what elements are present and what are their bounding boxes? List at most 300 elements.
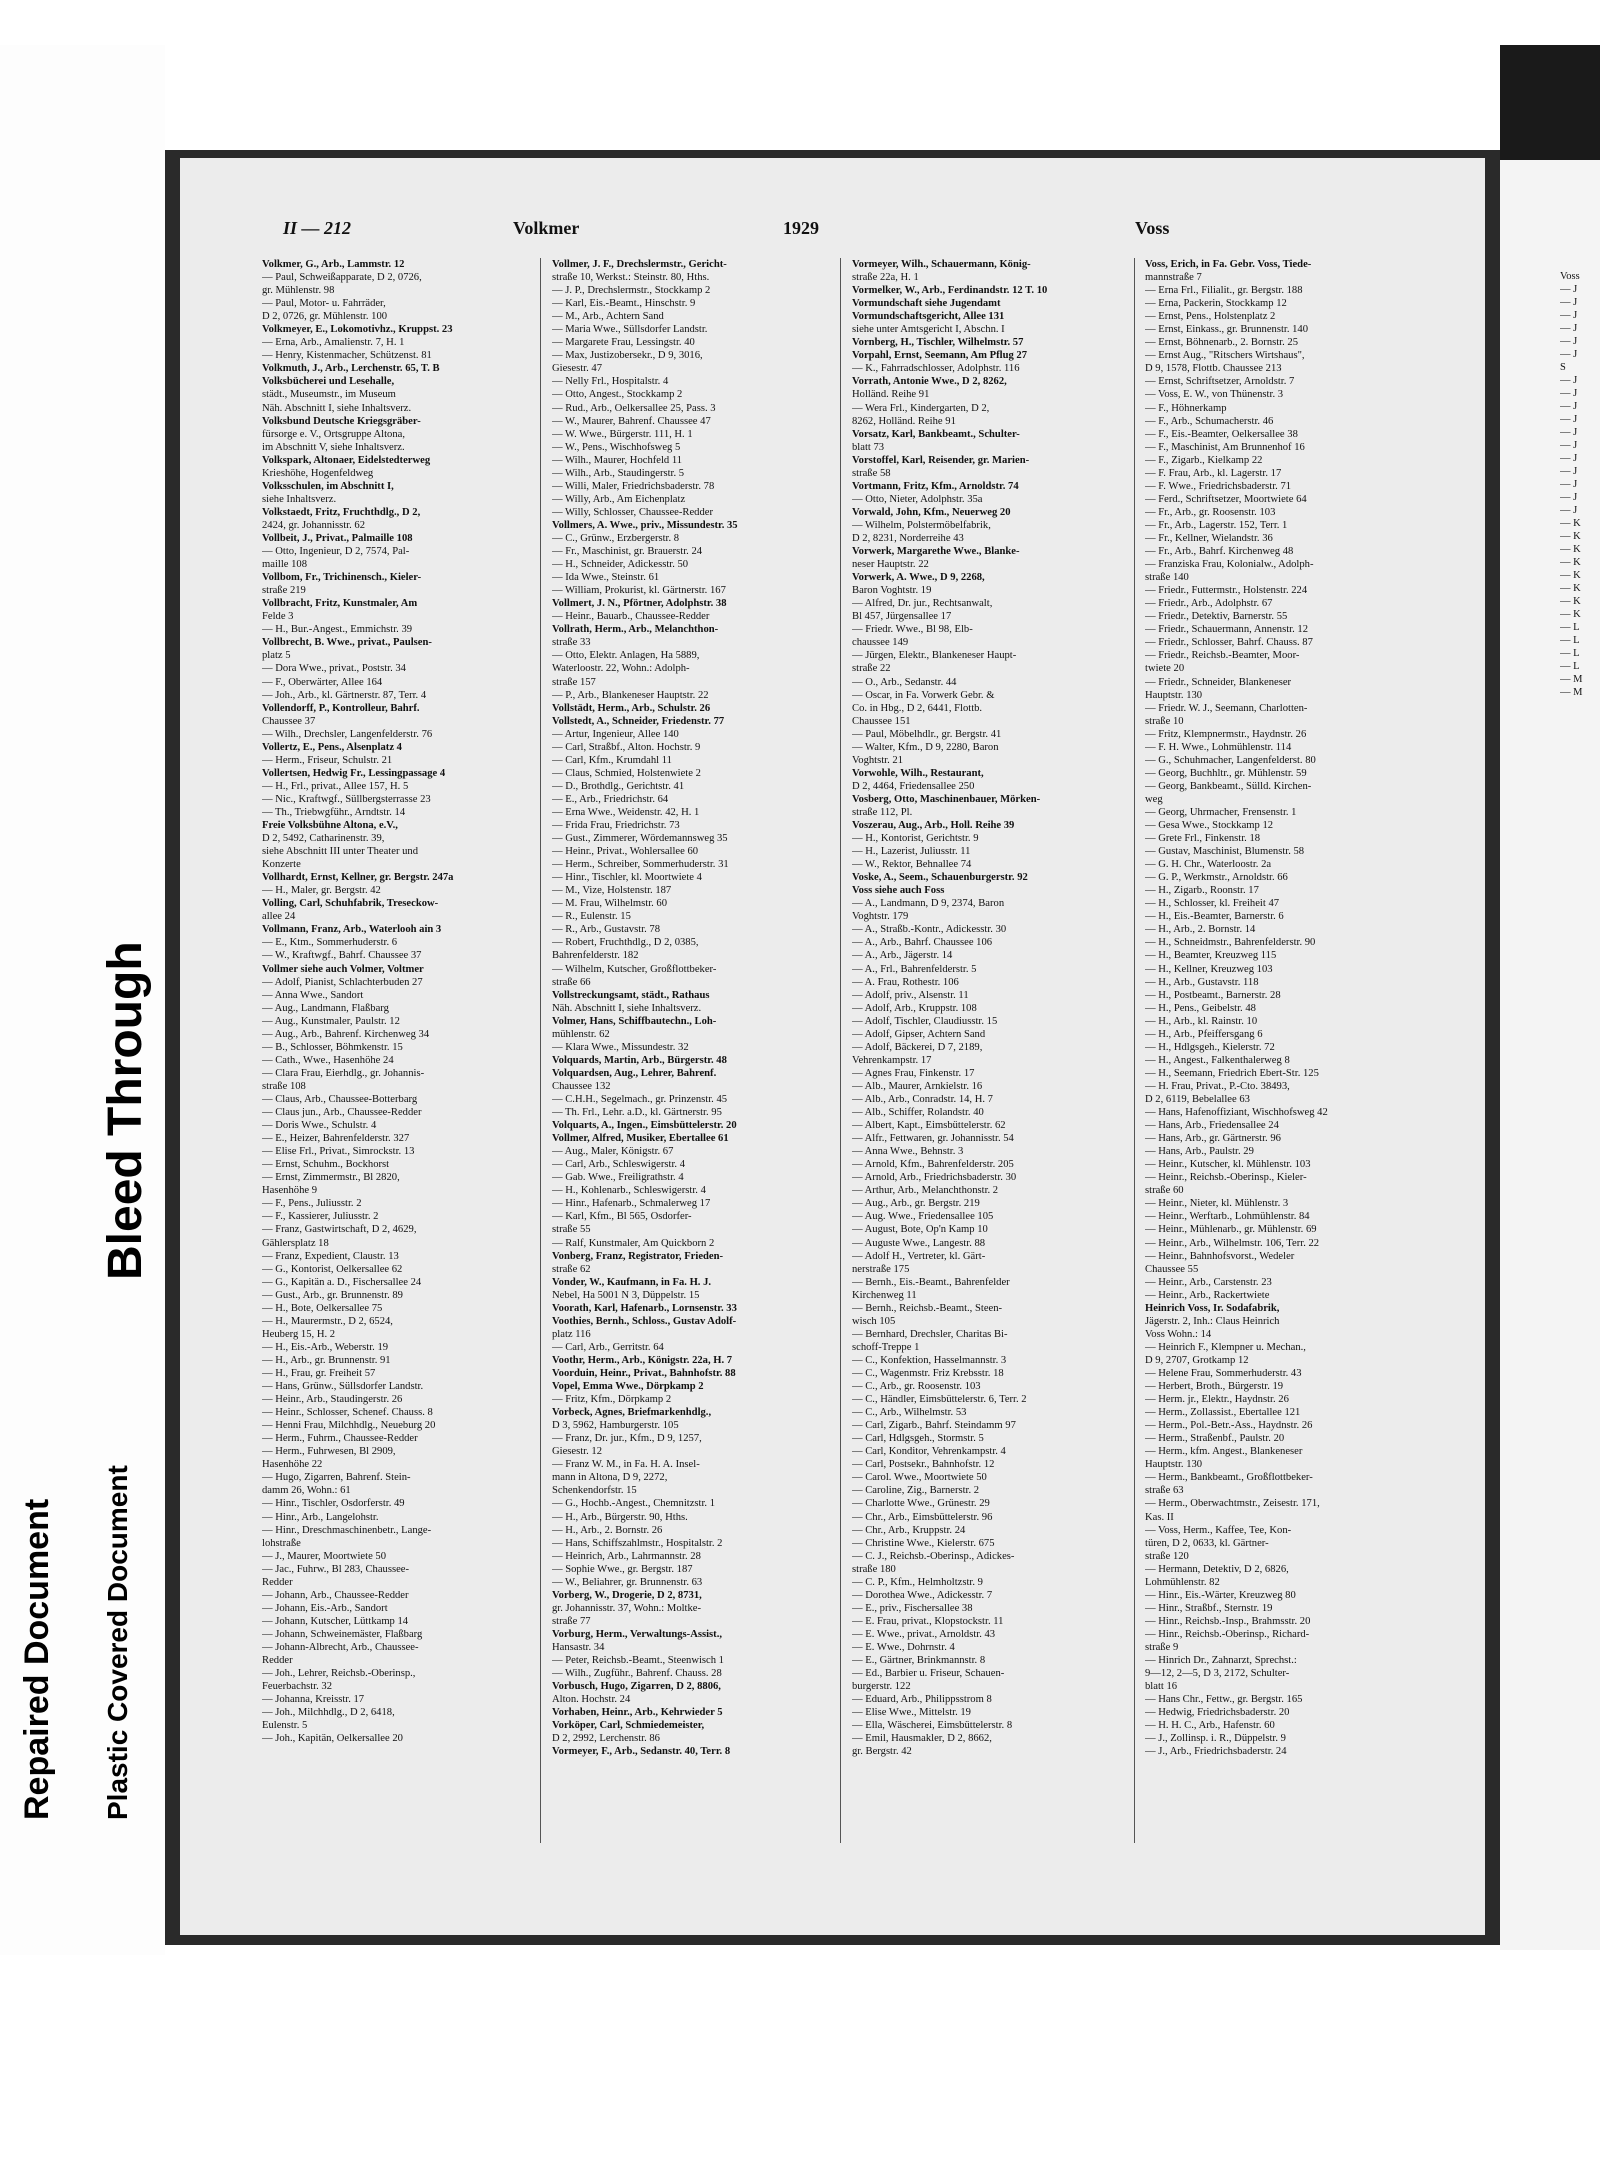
directory-entry: — Herm. jr., Elektr., Haydnstr. 26	[1145, 1394, 1289, 1406]
directory-entry: — Peter, Reichsb.-Beamt., Steenwisch 1	[552, 1655, 724, 1667]
directory-entry: — Johann, Arb., Chaussee-Redder	[262, 1589, 409, 1601]
adjacent-page-entry: — K	[1560, 570, 1581, 581]
directory-entry: — J., Zollinsp. i. R., Düppelstr. 9	[1145, 1733, 1286, 1745]
directory-entry: Volksschulen, im Abschnitt I,	[262, 480, 394, 492]
directory-entry: — Heinr., Schlosser, Schenef. Chauss. 8	[262, 1407, 433, 1419]
directory-entry: Hasenhöhe 22	[262, 1459, 323, 1471]
directory-entry: — Anna Wwe., Behnstr. 3	[852, 1146, 964, 1158]
directory-entry: Vorbusch, Hugo, Zigarren, D 2, 8806,	[552, 1681, 721, 1693]
directory-entry: Vollhardt, Ernst, Kellner, gr. Bergstr. 247a	[262, 872, 454, 884]
adjacent-page-entry: — J	[1560, 453, 1578, 464]
directory-entry: siehe unter Amtsgericht I, Abschn. I	[852, 324, 1005, 336]
directory-entry: — Adolf, Arb., Kruppstr. 108	[852, 1002, 977, 1014]
directory-entry: — K., Fahrradschlosser, Adolphstr. 116	[852, 363, 1020, 375]
directory-entry: — Hinr., Tischler, Osdorferstr. 49	[262, 1498, 405, 1510]
directory-entry: — E. Wwe., Dohrnstr. 4	[852, 1641, 955, 1653]
directory-entry: — Hinr., Hafenarb., Schmalerweg 17	[552, 1198, 711, 1210]
adjacent-page-entry: — J	[1560, 427, 1578, 438]
directory-entry: — H., Pens., Geibelstr. 48	[1145, 1002, 1256, 1014]
directory-entry: Heinrich Voss, Ir. Sodafabrik,	[1145, 1302, 1280, 1314]
directory-entry: — W., Pens., Wischhofsweg 5	[552, 441, 681, 453]
directory-entry: — Johann, Kutscher, Lüttkamp 14	[262, 1615, 409, 1627]
directory-entry: Hauptstr. 130	[1145, 689, 1203, 701]
directory-entry: — Hinr., Eis.-Wärter, Kreuzweg 80	[1145, 1589, 1296, 1601]
directory-entry: — E. Frau, privat., Klopstockstr. 11	[852, 1615, 1004, 1627]
directory-entry: — Heinr., Mühlenarb., gr. Mühlenstr. 69	[1145, 1224, 1317, 1236]
directory-entry: — H., Arb., Gustavstr. 118	[1145, 976, 1259, 988]
directory-entry: — E., priv., Fischersallee 38	[852, 1602, 973, 1614]
directory-entry: — Dora Wwe., privat., Poststr. 34	[262, 663, 406, 675]
directory-entry: — F., Zigarb., Kielkamp 22	[1145, 454, 1263, 466]
directory-entry: — Friedr., Arb., Adolphstr. 67	[1145, 598, 1273, 610]
directory-entry: Vosberg, Otto, Maschinenbauer, Mörken-	[852, 793, 1041, 805]
directory-entry: — Alfred, Dr. jur., Rechtsanwalt,	[852, 598, 993, 610]
directory-entry: — Hinr., Reichsb.-Insp., Brahmsstr. 20	[1145, 1615, 1311, 1627]
directory-entry: Eulenstr. 5	[262, 1720, 308, 1732]
directory-entry: — Walter, Kfm., D 9, 2280, Baron	[852, 741, 999, 753]
directory-entry: — Alfr., Fettwaren, gr. Johannisstr. 54	[852, 1133, 1014, 1145]
directory-entry: D 2, 4464, Friedensallee 250	[852, 780, 975, 792]
directory-entry: fürsorge e. V., Ortsgruppe Altona,	[262, 428, 405, 440]
adjacent-page-entry: — J	[1560, 297, 1578, 308]
directory-entry: — Eduard, Arb., Philippsstrom 8	[852, 1694, 992, 1706]
directory-entry: — H., Bur.-Angest., Emmichstr. 39	[262, 624, 413, 636]
directory-entry: — C., Arb., gr. Roosenstr. 103	[852, 1381, 981, 1393]
directory-entry: — A., Landmann, D 9, 2374, Baron	[852, 898, 1005, 910]
directory-entry: — Friedr., Schlosser, Bahrf. Chauss. 87	[1145, 637, 1313, 649]
directory-entry: — Alb., Maurer, Arnkielstr. 16	[852, 1080, 983, 1092]
directory-entry: D 9, 2707, Grotkamp 12	[1145, 1354, 1249, 1366]
directory-entry: — F. H. Wwe., Lohmühlenstr. 114	[1145, 741, 1292, 753]
directory-entry: — P., Arb., Blankeneser Hauptstr. 22	[552, 689, 709, 701]
directory-entry: straße 58	[852, 467, 891, 479]
directory-entry: — Herm., Schreiber, Sommerhuderstr. 31	[552, 859, 729, 871]
directory-entry: — Auguste Wwe., Langestr. 88	[852, 1237, 986, 1249]
directory-entry: — Adolf H., Vertreter, kl. Gärt-	[852, 1250, 986, 1262]
adjacent-page-entry: — K	[1560, 557, 1581, 568]
directory-entry: gr. Johannisstr. 37, Wohn.: Moltke-	[552, 1602, 702, 1614]
directory-entry: — C., Wagenmstr. Friz Krebsstr. 18	[852, 1367, 1004, 1379]
directory-entry: — Johann, Eis.-Arb., Sandort	[262, 1602, 388, 1614]
directory-entry: — Grete Frl., Finkenstr. 18	[1145, 833, 1261, 845]
directory-entry: — Heinr., Privat., Wohlersallee 60	[552, 846, 699, 858]
directory-entry: — J., Arb., Friedrichsbaderstr. 24	[1145, 1746, 1287, 1758]
directory-entry: — Hinr., Reichsb.-Oberinsp., Richard-	[1145, 1628, 1310, 1640]
directory-entry: straße 108	[262, 1080, 306, 1092]
directory-entry: — Paul, Schweißapparate, D 2, 0726,	[262, 272, 422, 284]
directory-entry: straße 33	[552, 637, 591, 649]
directory-entry: — Heinr., Arb., Carstenstr. 23	[1145, 1276, 1272, 1288]
directory-entry: — G., Kapitän a. D., Fischersallee 24	[262, 1276, 422, 1288]
directory-entry: Volkmeyer, E., Lokomotivhz., Kruppst. 23	[262, 324, 453, 336]
directory-entry: straße 63	[1145, 1485, 1184, 1497]
adjacent-page-entry: — J	[1560, 466, 1578, 477]
directory-entry: — Wilh., Arb., Staudingerstr. 5	[552, 467, 685, 479]
directory-entry: — Aug., Landmann, Flaßbarg	[262, 1002, 389, 1014]
directory-entry: — Dorothea Wwe., Adickesstr. 7	[852, 1589, 993, 1601]
directory-entry: Felde 3	[262, 611, 294, 623]
directory-entry: — H., Angest., Falkenthalerweg 8	[1145, 1054, 1290, 1066]
directory-entry: — Arnold, Arb., Friedrichsbaderstr. 30	[852, 1172, 1017, 1184]
directory-entry: Volquards, Martin, Arb., Bürgerstr. 48	[552, 1054, 727, 1066]
directory-entry: — Hinr., Straßbf., Sternstr. 19	[1145, 1602, 1273, 1614]
directory-entry: — H. H. C., Arb., Hafenstr. 60	[1145, 1720, 1275, 1732]
directory-entry: — Carl, Zigarb., Bahrf. Steindamm 97	[852, 1420, 1016, 1432]
directory-entry: — Voss, E. W., von Thünenstr. 3	[1145, 389, 1284, 401]
directory-entry: Vormundschaftsgericht, Allee 131	[852, 311, 1005, 323]
directory-entry: weg	[1145, 793, 1163, 805]
directory-entry: Hansastr. 34	[552, 1641, 605, 1653]
directory-entry: — Heinr., Reichsb.-Oberinsp., Kieler-	[1145, 1172, 1307, 1184]
directory-entry: — Hans, Schiffszahlmstr., Hospitalstr. 2	[552, 1537, 723, 1549]
directory-entry: twiete 20	[1145, 663, 1185, 675]
directory-entry: — Heinr., Bauarb., Chaussee-Redder	[552, 611, 710, 623]
directory-entry: Vollstreckungsamt, städt., Rathaus	[552, 989, 710, 1001]
directory-entry: — Willi, Maler, Friedrichsbaderstr. 78	[552, 480, 715, 492]
directory-entry: — Hermann, Detektiv, D 2, 6826,	[1145, 1563, 1289, 1575]
directory-entry: — Gab. Wwe., Freiligrathstr. 4	[552, 1172, 684, 1184]
directory-entry: Chaussee 37	[262, 715, 316, 727]
directory-entry: — H., Lazerist, Juliusstr. 11	[852, 846, 971, 858]
directory-entry: — Wera Frl., Kindergarten, D 2,	[852, 402, 990, 414]
directory-entry: — Ralf, Kunstmaler, Am Quickborn 2	[552, 1237, 715, 1249]
directory-entry: — Herbert, Broth., Bürgerstr. 19	[1145, 1381, 1284, 1393]
directory-entry: — Oscar, in Fa. Vorwerk Gebr. &	[852, 689, 995, 701]
right-keyword: Voss	[1135, 218, 1170, 238]
directory-entry: Vormundschaft siehe Jugendamt	[852, 298, 1001, 310]
directory-entry: D 2, 8231, Norderreihe 43	[852, 532, 964, 544]
directory-entry: Vollmer siehe auch Volmer, Voltmer	[262, 963, 424, 975]
directory-entry: — Alb., Schiffer, Rolandstr. 40	[852, 1107, 984, 1119]
directory-entry: — H., Postbeamt., Barnerstr. 28	[1145, 989, 1281, 1001]
directory-entry: — Artur, Ingenieur, Allee 140	[552, 728, 679, 740]
directory-entry: burgerstr. 122	[852, 1681, 911, 1693]
directory-entry: Vorstoffel, Karl, Reisender, gr. Marien-	[852, 454, 1030, 466]
directory-entry: — R., Eulenstr. 15	[552, 911, 631, 923]
directory-entry: — Herm., Zollassist., Ebertallee 121	[1145, 1407, 1301, 1419]
directory-entry: Giesestr. 47	[552, 363, 603, 375]
directory-entry: — Heinrich F., Klempner u. Mechan.,	[1145, 1341, 1306, 1353]
directory-entry: — Carl, Arb., Schleswigerstr. 4	[552, 1159, 685, 1171]
directory-entry: — F., Pens., Juliusstr. 2	[262, 1198, 362, 1210]
directory-entry: Kirchenweg 11	[852, 1289, 917, 1301]
directory-entry: Vollmers, A. Wwe., priv., Missundestr. 35	[552, 519, 738, 531]
directory-entry: — Fritz, Kfm., Dörpkamp 2	[552, 1394, 672, 1406]
directory-entry: Voss Wohn.: 14	[1145, 1328, 1212, 1340]
directory-entry: Bl 457, Jürgensallee 17	[852, 611, 952, 623]
directory-entry: Jägerstr. 2, Inh.: Claus Heinrich	[1145, 1315, 1280, 1327]
directory-entry: — Carol. Wwe., Moortwiete 50	[852, 1472, 987, 1484]
directory-entry: Waterloostr. 22, Wohn.: Adolph-	[552, 663, 690, 675]
directory-entry: Vollbrecht, B. Wwe., privat., Paulsen-	[262, 637, 432, 649]
directory-entry: — Ernst, Schuhm., Bockhorst	[262, 1159, 390, 1171]
directory-entry: siehe Abschnitt III unter Theater und	[262, 846, 419, 858]
directory-entry: — Ella, Wäscherei, Eimsbüttelerstr. 8	[852, 1720, 1013, 1732]
directory-entry: — Friedr., Detektiv, Barnerstr. 55	[1145, 611, 1288, 623]
directory-entry: — H., Beamter, Kreuzweg 115	[1145, 950, 1277, 962]
directory-entry: Heuberg 15, H. 2	[262, 1328, 336, 1340]
directory-entry: Vorsatz, Karl, Bankbeamt., Schulter-	[852, 428, 1020, 440]
directory-entry: — Bernhard, Drechsler, Charitas Bi-	[852, 1328, 1008, 1340]
directory-entry: Vollbracht, Fritz, Kunstmaler, Am	[262, 598, 418, 610]
directory-entry: — Hinr., Arb., Langelohstr.	[262, 1511, 379, 1523]
directory-entry: — Paul, Motor- u. Fahrräder,	[262, 298, 386, 310]
directory-entry: — Frida Frau, Friedrichstr. 73	[552, 820, 680, 832]
directory-entry: Vorberg, W., Drogerie, D 2, 8731,	[552, 1589, 702, 1601]
adjacent-page-entry: — J	[1560, 440, 1578, 451]
directory-entry: — Bernh., Reichsb.-Beamt., Steen-	[852, 1302, 1003, 1314]
directory-entry: — W. Wwe., Bürgerstr. 111, H. 1	[552, 428, 693, 440]
directory-entry: — B., Schlosser, Böhmkenstr. 15	[262, 1041, 403, 1053]
directory-entry: — Aug., Kunstmaler, Paulstr. 12	[262, 1015, 400, 1027]
directory-entry: — Gustav, Maschinist, Blumenstr. 58	[1145, 846, 1305, 858]
directory-entry: platz 5	[262, 650, 291, 662]
directory-entry: Vonder, W., Kaufmann, in Fa. H. J.	[552, 1276, 712, 1288]
directory-entry: straße 22	[852, 663, 891, 675]
directory-entry: — Gust., Arb., gr. Brunnenstr. 89	[262, 1289, 403, 1301]
column-3	[852, 258, 1117, 1843]
directory-entry: — Henry, Kistenmacher, Schützenst. 81	[262, 350, 432, 362]
directory-entry: Holländ. Reihe 91	[852, 389, 930, 401]
directory-entry: Krieshöhe, Hogenfeldweg	[262, 467, 374, 479]
directory-entry: Chaussee 151	[852, 715, 911, 727]
directory-entry: — Albert, Kapt., Eimsbüttelerstr. 62	[852, 1120, 1006, 1132]
directory-entry: — Hans, Arb., Paulstr. 29	[1145, 1146, 1254, 1158]
adjacent-page-entry: — J	[1560, 375, 1578, 386]
directory-entry: — Jac., Fuhrw., Bl 283, Chaussee-	[262, 1563, 410, 1575]
directory-entry: Freie Volksbühne Altona, e.V.,	[262, 820, 398, 832]
directory-entry: — Hans, Hafenoffiziant, Wischhofsweg 42	[1145, 1107, 1328, 1119]
directory-entry: straße 140	[1145, 572, 1189, 584]
directory-entry: — Christine Wwe., Kielerstr. 675	[852, 1537, 995, 1549]
directory-entry: wisch 105	[852, 1315, 896, 1327]
directory-entry: Vorköper, Carl, Schmiedemeister,	[552, 1720, 705, 1732]
directory-entry: — H., Kontorist, Gerichtstr. 9	[852, 833, 979, 845]
directory-entry: — Cath., Wwe., Hasenhöhe 24	[262, 1054, 394, 1066]
directory-entry: — Chr., Arb., Kruppstr. 24	[852, 1524, 966, 1536]
directory-entry: — Heinr., Bahnhofsvorst., Wedeler	[1145, 1250, 1295, 1262]
adjacent-page-entry: — M	[1560, 674, 1583, 685]
directory-entry: Vonberg, Franz, Registrator, Frieden-	[552, 1250, 724, 1262]
directory-entry: Nebel, Ha 5001 N 3, Düppelstr. 15	[552, 1289, 700, 1301]
directory-entry: — Elise Frl., Privat., Simrockstr. 13	[262, 1146, 415, 1158]
directory-entry: Volkmer, G., Arb., Lammstr. 12	[262, 259, 405, 270]
directory-entry: — Ernst Aug., "Ritschers Wirtshaus",	[1145, 350, 1305, 362]
directory-entry: — Georg, Bankbeamt., Sülld. Kirchen-	[1145, 780, 1312, 792]
directory-entry: — H., Maurermstr., D 2, 6524,	[262, 1315, 393, 1327]
directory-entry: — Hinrich Dr., Zahnarzt, Sprechst.:	[1145, 1655, 1297, 1667]
directory-entry: D 2, 2992, Lerchenstr. 86	[552, 1733, 660, 1745]
directory-entry: — Clara Frau, Eierhdlg., gr. Johannis-	[262, 1067, 425, 1079]
directory-entry: Vollertz, E., Pens., Alsenplatz 4	[262, 741, 402, 753]
directory-entry: — Heinr., Arb., Rackertwiete	[1145, 1289, 1270, 1301]
directory-entry: Vormeyer, Wilh., Schauermann, König-	[852, 259, 1031, 270]
directory-entry: — H., Frl., privat., Allee 157, H. 5	[262, 780, 409, 792]
repaired-document-label: Repaired Document	[18, 1498, 56, 1820]
directory-entry: — Anna Wwe., Sandort	[262, 989, 364, 1001]
directory-entry: — A. Frau, Rothestr. 106	[852, 976, 959, 988]
directory-entry: — Carl, Hdlgsgeh., Stormstr. 5	[852, 1433, 984, 1445]
scan-bottom-margin	[0, 1955, 1600, 2177]
directory-entry: — Johann-Albrecht, Arb., Chaussee-	[262, 1641, 419, 1653]
directory-entry: — Carl, Straßbf., Alton. Hochstr. 9	[552, 741, 701, 753]
directory-entry: — Klara Wwe., Missundestr. 32	[552, 1041, 689, 1053]
directory-entry: straße 180	[852, 1563, 896, 1575]
directory-entry: — A., Arb., Jägerstr. 14	[852, 950, 953, 962]
directory-entry: — Wilhelm, Polstermöbelfabrik,	[852, 519, 991, 531]
directory-entry: — Ida Wwe., Steinstr. 61	[552, 572, 660, 584]
directory-entry: — Heinrich, Arb., Lahrmannstr. 28	[552, 1550, 701, 1562]
directory-entry: — Hans, Grünw., Süllsdorfer Landstr.	[262, 1381, 424, 1393]
directory-entry: straße 22a, H. 1	[852, 272, 919, 284]
directory-entry: Vorwerk, Margarethe Wwe., Blanke-	[852, 546, 1020, 558]
directory-entry: — E., Ktm., Sommerhuderstr. 6	[262, 937, 398, 949]
directory-entry: — Th., Triebwgführ., Arndtstr. 14	[262, 806, 406, 818]
directory-entry: — Aug., Arb., Bahrenf. Kirchenweg 34	[262, 1028, 430, 1040]
directory-entry: Volmer, Hans, Schiffbautechn., Loh-	[552, 1015, 717, 1027]
adjacent-page-entry: — K	[1560, 596, 1581, 607]
directory-entry: — Heinr., Werftarb., Lohmühlenstr. 84	[1145, 1211, 1310, 1223]
directory-entry: — R., Arb., Gustavstr. 78	[552, 924, 661, 936]
adjacent-page-entry: — L	[1560, 635, 1580, 646]
page-header	[283, 218, 1338, 248]
directory-entry: — M. Frau, Wilhelmstr. 60	[552, 898, 668, 910]
scan-top-margin	[0, 0, 1600, 45]
directory-entry: — Friedr., Futtermstr., Holstenstr. 224	[1145, 585, 1308, 597]
adjacent-page-entry: — K	[1560, 583, 1581, 594]
directory-entry: — Franz, Expedient, Claustr. 13	[262, 1250, 399, 1262]
directory-entry: — Nic., Kraftwgf., Süllbergsterrasse 23	[262, 793, 431, 805]
directory-entry: Vollmert, J. N., Pförtner, Adolphstr. 38	[552, 598, 727, 610]
directory-entry: Volling, Carl, Schuhfabrik, Treseckow-	[262, 898, 439, 910]
directory-entry: — Fr., Arb., gr. Roosenstr. 103	[1145, 506, 1276, 518]
directory-entry: Voss siehe auch Foss	[852, 885, 945, 897]
directory-entry: — Franziska Frau, Kolonialw., Adolph-	[1145, 559, 1314, 571]
directory-entry: — E., Heizer, Bahrenfelderstr. 327	[262, 1133, 410, 1145]
adjacent-page-entry: S	[1560, 362, 1566, 373]
adjacent-page-entry: — L	[1560, 661, 1580, 672]
directory-entry: — Hugo, Zigarren, Bahrenf. Stein-	[262, 1472, 411, 1484]
directory-entry: — H., Arb., gr. Brunnenstr. 91	[262, 1354, 391, 1366]
directory-entry: — Herm., Pol.-Betr.-Ass., Haydnstr. 26	[1145, 1420, 1313, 1432]
directory-entry: — C.H.H., Segelmach., gr. Prinzenstr. 45	[552, 1094, 728, 1105]
directory-entry: — G. P., Werkmstr., Arnoldstr. 66	[1145, 872, 1288, 884]
directory-entry: — H., Zigarb., Roonstr. 17	[1145, 885, 1259, 897]
directory-entry: Lohmühlenstr. 82	[1145, 1576, 1220, 1588]
directory-entry: — C. P., Kfm., Helmholtzstr. 9	[852, 1576, 983, 1588]
directory-entry: Vollmer, Alfred, Musiker, Ebertallee 61	[552, 1133, 729, 1145]
directory-entry: mann in Altona, D 9, 2272,	[552, 1472, 668, 1484]
adjacent-page-entry: — K	[1560, 609, 1581, 620]
directory-entry: türen, D 2, 0633, kl. Gärtner-	[1145, 1537, 1269, 1549]
directory-entry: Vollmann, Franz, Arb., Waterlooh ain 3	[262, 924, 442, 936]
directory-entry: — H., Kellner, Kreuzweg 103	[1145, 963, 1273, 975]
directory-entry: straße 112, Pl.	[852, 806, 913, 818]
directory-entry: — Chr., Arb., Eimsbüttelerstr. 96	[852, 1511, 993, 1523]
directory-entry: nerstraße 175	[852, 1263, 910, 1275]
directory-entry: Vorwerk, A. Wwe., D 9, 2268,	[852, 572, 985, 584]
directory-entry: — Nelly Frl., Hospitalstr. 4	[552, 376, 669, 388]
adjacent-page-fragments	[1560, 270, 1600, 1910]
directory-entry: — Hans Chr., Fettw., gr. Bergstr. 165	[1145, 1694, 1303, 1706]
directory-entry: — H., Eis.-Arb., Weberstr. 19	[262, 1341, 389, 1353]
directory-entry: lohstraße	[262, 1537, 301, 1549]
directory-entry: — Georg, Uhrmacher, Frensenstr. 1	[1145, 806, 1297, 818]
directory-entry: — William, Prokurist, kl. Gärtnerstr. 167	[552, 585, 726, 597]
directory-entry: Vollmer, J. F., Drechslermstr., Gericht-	[552, 259, 727, 270]
directory-entry: — Franz, Gastwirtschaft, D 2, 4629,	[262, 1224, 417, 1236]
directory-columns	[262, 258, 1362, 1843]
directory-entry: Vollrath, Herm., Arb., Melanchthon-	[552, 624, 719, 636]
column-divider	[1134, 258, 1135, 1843]
directory-entry: — G., Kontorist, Oelkersallee 62	[262, 1263, 403, 1275]
directory-entry: — F., Oberwärter, Allee 164	[262, 676, 383, 688]
directory-entry: chaussee 149	[852, 637, 909, 649]
directory-entry: — F. Frau, Arb., kl. Lagerstr. 17	[1145, 467, 1282, 479]
directory-entry: Voghtstr. 179	[852, 911, 909, 923]
directory-entry: Voszerau, Aug., Arb., Holl. Reihe 39	[852, 820, 1015, 832]
directory-entry: — J., Maurer, Moortwiete 50	[262, 1550, 387, 1562]
column-4	[1145, 258, 1420, 1843]
directory-entry: straße 9	[1145, 1641, 1179, 1653]
directory-entry: — Adolf, Bäckerei, D 7, 2189,	[852, 1041, 983, 1053]
directory-entry: — Claus, Schmied, Holstenwiete 2	[552, 767, 701, 779]
adjacent-page-entry: Voss	[1560, 271, 1580, 282]
directory-entry: — Voss, Herm., Kaffee, Tee, Kon-	[1145, 1524, 1292, 1536]
directory-entry: Vorrath, Antonie Wwe., D 2, 8262,	[852, 376, 1007, 388]
directory-entry: — Hans, Arb., gr. Gärtnerstr. 96	[1145, 1133, 1281, 1145]
directory-entry: mühlenstr. 62	[552, 1028, 610, 1040]
directory-entry: — Arnold, Kfm., Bahrenfelderstr. 205	[852, 1159, 1014, 1171]
directory-entry: — August, Bote, Op'n Kamp 10	[852, 1224, 988, 1236]
directory-entry: D 9, 1578, Flottb. Chaussee 213	[1145, 363, 1282, 375]
plastic-covered-label: Plastic Covered Document	[102, 1465, 133, 1820]
directory-entry: — Heinr., Nieter, kl. Mühlenstr. 3	[1145, 1198, 1289, 1210]
directory-entry: — Margarete Frau, Lessingstr. 40	[552, 337, 695, 349]
directory-entry: — Willy, Arb., Am Eichenplatz	[552, 493, 686, 505]
directory-entry: — C., Grünw., Erzbergerstr. 8	[552, 532, 680, 544]
directory-entry: maille 108	[262, 559, 308, 571]
directory-entry: Voss, Erich, in Fa. Gebr. Voss, Tiede-	[1145, 259, 1312, 270]
directory-entry: Vormelker, W., Arb., Ferdinandstr. 12 T. 10	[852, 285, 1048, 297]
directory-entry: straße 77	[552, 1615, 591, 1627]
directory-entry: — Gesa Wwe., Stockkamp 12	[1145, 820, 1274, 832]
directory-entry: — W., Rektor, Behnallee 74	[852, 859, 972, 871]
directory-entry: — G., Schuhmacher, Langenfelderst. 80	[1145, 754, 1316, 766]
directory-entry: gr. Bergstr. 42	[852, 1746, 912, 1758]
directory-entry: — Joh., Arb., kl. Gärtnerstr. 87, Terr. 4	[262, 689, 427, 701]
directory-entry: straße 62	[552, 1263, 591, 1275]
directory-entry: — W., Kraftwgf., Bahrf. Chaussee 37	[262, 950, 422, 962]
directory-entry: — A., Straßb.-Kontr., Adickesstr. 30	[852, 924, 1007, 936]
page-number: II — 212	[283, 218, 352, 238]
adjacent-page-entry: — J	[1560, 310, 1578, 321]
directory-entry: Vorwald, John, Kfm., Neuerweg 20	[852, 506, 1011, 518]
directory-entry: Vormeyer, F., Arb., Sedanstr. 40, Terr. 8	[552, 1746, 731, 1758]
column-1	[262, 258, 532, 1843]
directory-entry: straße 219	[262, 585, 306, 597]
directory-entry: — Wilhelm, Kutscher, Großflottbeker-	[552, 963, 717, 975]
directory-entry: Vollendorff, P., Kontrolleur, Bahrf.	[262, 702, 420, 714]
directory-entry: Volksbücherei und Lesehalle,	[262, 376, 395, 388]
adjacent-page-entry: — J	[1560, 323, 1578, 334]
directory-entry: — Maria Wwe., Süllsdorfer Landstr.	[552, 324, 708, 336]
directory-entry: D 2, 5492, Catharinenstr. 39,	[262, 833, 385, 845]
directory-entry: — Hinr., Dreschmaschinenbetr., Lange-	[262, 1524, 432, 1536]
directory-entry: Volkstaedt, Fritz, Fruchthdlg., D 2,	[262, 506, 421, 518]
directory-entry: — Aug., Maler, Königstr. 67	[552, 1146, 674, 1158]
directory-entry: — Ed., Barbier u. Friseur, Schauen-	[852, 1668, 1005, 1680]
